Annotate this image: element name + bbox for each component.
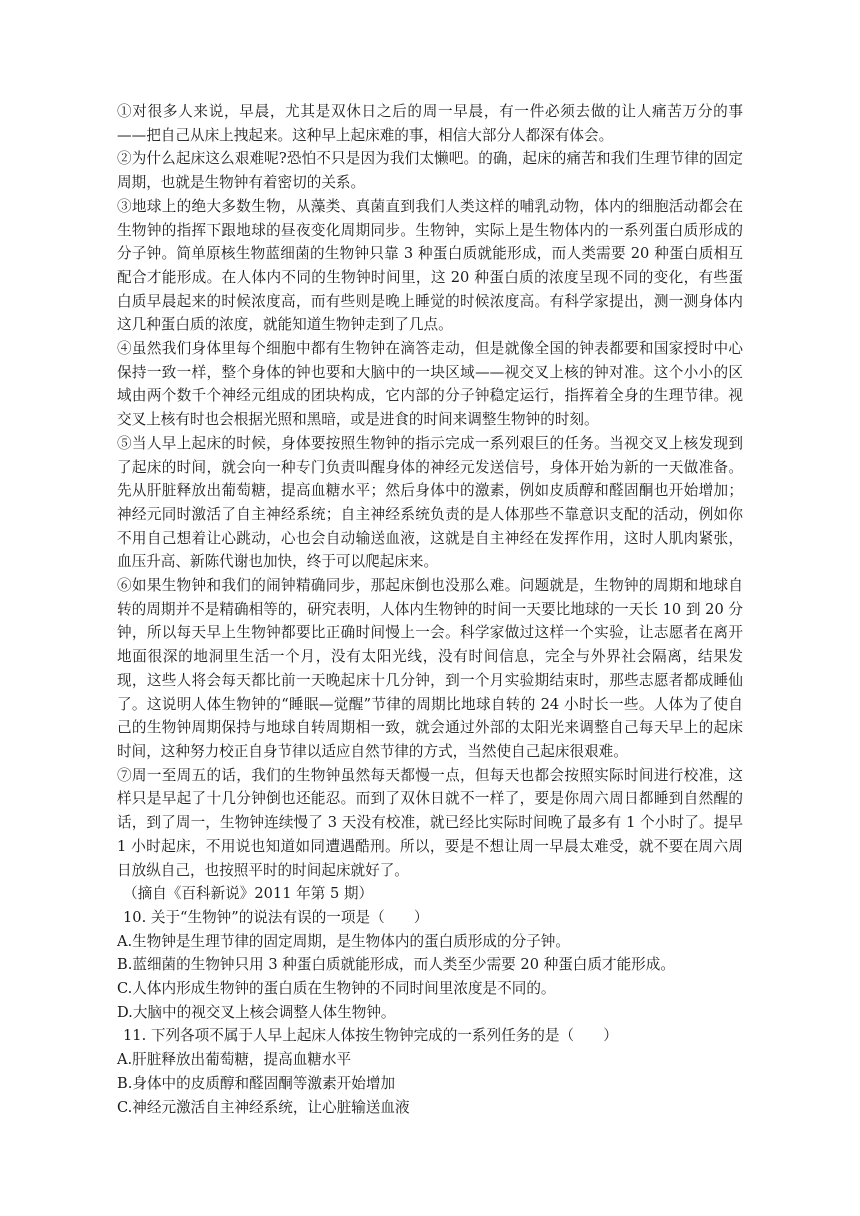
question-stem: 10. 关于“生物钟”的说法有误的一项是（ ） [123, 908, 429, 926]
option-c: C.人体内形成生物钟的蛋白质在生物钟的不同时间里浓度是不同的。 [117, 980, 556, 998]
paragraph-6: ⑥如果生物钟和我们的闹钟精确同步，那起床倒也没那么难。问题就是，生物钟的周期和地球自转的周期并不是精确相等的，研究表明，人体内生物钟的时间一天要比地球的一天长 10 到 20 分钟，所以每天早上生物钟都要比正确时间慢上一会。科学家做过这样一个实验，让志愿者在离开地面很深的地洞里生活一个月，没有太阳光线，没有时间信息，完全与外界社会隔离，结果发现，这些人将会每天都比前一天晚起床十几分钟，到一个月实验期结束时，那些志愿者都成睡仙了。这说明人体生物钟的“睡眠—觉醒”节律的周期比地球自转的 24 小时长一些。人体为了使自己的生物钟周期保持与地球自转周期相一致，就会通过外部的太阳光来调整自己每天早上的起床时间，这种努力校正自身节律以适应自然节律的方式，当然使自己起床很艰难。 [117, 577, 743, 760]
option-c: C.神经元激活自主神经系统，让心脏输送血液 [117, 1098, 410, 1116]
paragraph-5: ⑤当人早上起床的时候，身体要按照生物钟的指示完成一系列艰巨的任务。当视交叉上核发现到了起床的时间，就会向一种专门负责叫醒身体的神经元发送信号，身体开始为新的一天做准备。先从肝脏释放出葡萄糖，提高血糖水平；然后身体中的激素，例如皮质醇和醛固酮也开始增加；神经元同时激活了自主神经系统；自主神经系统负责的是人体那些不靠意识支配的活动，例如你不用自己想着让心跳动，心也会自动输送血液，这就是自主神经在发挥作用，这时人肌肉紧张，血压升高、新陈代谢也加快，终于可以爬起床来。 [117, 434, 743, 571]
question-11 [117, 1024, 743, 1119]
paragraph-7: ⑦周一至周五的话，我们的生物钟虽然每天都慢一点，但每天也都会按照实际时间进行校准，这样只是早起了十几分钟倒也还能忍。而到了双休日就不一样了，要是你周六周日都睡到自然醒的话，到了周一，生物钟连续慢了 3 天没有校准，就已经比实际时间晚了最多有 1 个小时了。提早 1 小时起床，不用说也知道如同遭遇酷刑。所以，要是不想让周一早晨太难受，就不要在周六周日放纵自己，也按照平时的时间起床就好了。 [117, 766, 743, 879]
option-d: D.大脑中的视交叉上核会调整人体生物钟。 [117, 1003, 396, 1021]
option-a: A.生物钟是生理节律的固定周期，是生物体内的蛋白质形成的分子钟。 [117, 932, 570, 950]
paragraph-3: ③地球上的绝大多数生物，从藻类、真菌直到我们人类这样的哺乳动物，体内的细胞活动都会在生物钟的指挥下跟地球的昼夜变化周期同步。生物钟，实际上是生物体内的一系列蛋白质形成的分子钟。简单原核生物蓝细菌的生物钟只靠 3 种蛋白质就能形成，而人类需要 20 种蛋白质相互配合才能形成。在人体内不同的生物钟时间里，这 20 种蛋白质的浓度呈现不同的变化，有些蛋白质早晨起来的时候浓度高，而有些则是晚上睡觉的时候浓度高。有科学家提出，测一测身体内这几种蛋白质的浓度，就能知道生物钟走到了几点。 [117, 197, 743, 334]
paragraph-4: ④虽然我们身体里每个细胞中都有生物钟在滴答走动，但是就像全国的钟表都要和国家授时中心保持一致一样，整个身体的钟也要和大脑中的一块区域——视交叉上核的钟对准。这个小小的区域由两个数千个神经元组成的团块构成，它内部的分子钟稳定运行，指挥着全身的生理节律。视交叉上核有时也会根据光照和黑暗，或是进食的时间来调整生物钟的时刻。 [117, 340, 743, 429]
paragraph-2: ②为什么起床这么艰难呢?恐怕不只是因为我们太懒吧。的确，起床的痛苦和我们生理节律的固定周期，也就是生物钟有着密切的关系。 [117, 150, 743, 192]
source-citation: （摘自《百科新说》2011 年第 5 期） [123, 885, 374, 903]
option-b: B.蓝细菌的生物钟只用 3 种蛋白质就能形成，而人类至少需要 20 种蛋白质才能形成。 [117, 956, 675, 974]
option-a: A.肝脏释放出葡萄糖，提高血糖水平 [117, 1051, 352, 1069]
question-stem: 11. 下列各项不属于人早上起床人体按生物钟完成的一系列任务的是（ ） [123, 1027, 618, 1045]
paragraph-1: ①对很多人来说，早晨，尤其是双休日之后的周一早晨，有一件必须去做的让人痛苦万分的事——把自己从床上拽起来。这种早上起床难的事，相信大部分人都深有体会。 [117, 103, 743, 144]
document-page [117, 100, 743, 1119]
question-10 [117, 906, 743, 1025]
option-b: B.身体中的皮质醇和醛固酮等激素开始增加 [117, 1074, 396, 1092]
